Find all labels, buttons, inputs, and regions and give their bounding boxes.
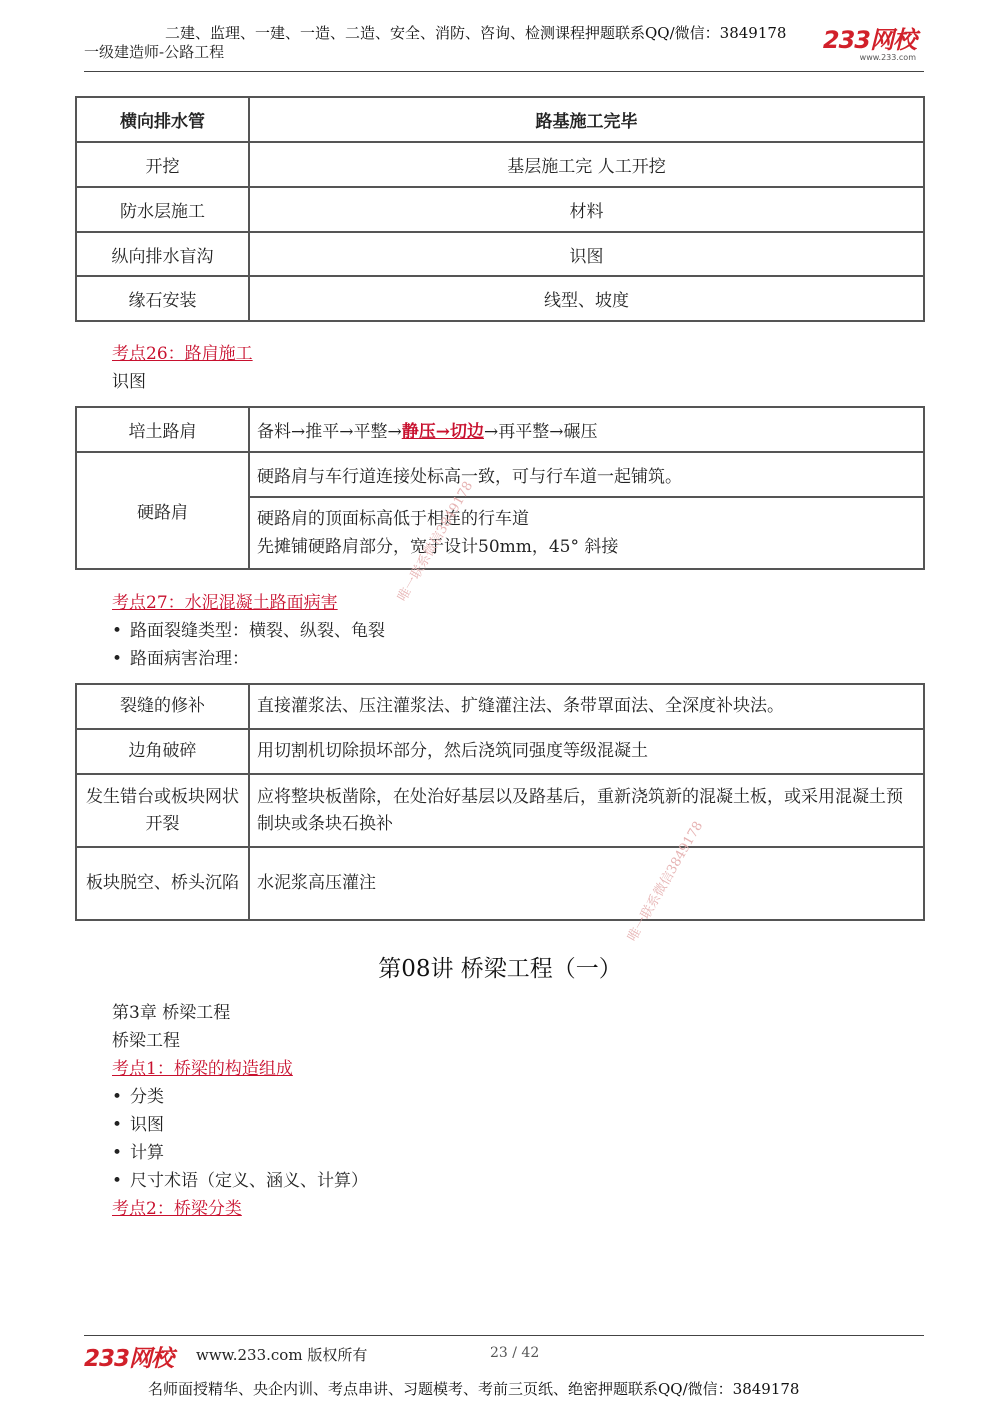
page-number: 23 / 42 — [490, 1345, 540, 1361]
process-text: →再平整→碾压 — [483, 422, 598, 442]
table-cell: 板块脱空、桥头沉陷 — [76, 847, 249, 920]
list-item: • 尺寸术语（定义、涵义、计算） — [112, 1166, 368, 1191]
footer-logo: 233网校 — [84, 1346, 174, 1372]
table-row — [76, 684, 924, 729]
table-row — [76, 407, 924, 452]
brand-logo — [823, 28, 916, 62]
chapter-title: 第3章 桥梁工程 — [112, 1003, 231, 1023]
table-cell: 硬路肩与车行道连接处标高一致，可与行车道一起铺筑。 — [249, 452, 924, 497]
list-item: • 分类 — [112, 1082, 164, 1107]
table-cell: 线型、坡度 — [249, 276, 924, 321]
kp2-heading: 考点2：桥梁分类 — [112, 1199, 242, 1219]
table-cell: 开挖 — [76, 142, 249, 187]
table-cell: 横向排水管 — [76, 97, 249, 142]
table-row — [76, 142, 924, 187]
list-item: • 计算 — [112, 1138, 164, 1163]
table-row — [76, 232, 924, 276]
shoulder-table — [75, 406, 925, 570]
table-cell: 硬路肩 — [76, 452, 249, 569]
logo-url: www.233.com — [859, 53, 916, 62]
table-cell: 边角破碎 — [76, 729, 249, 774]
table-row — [76, 729, 924, 774]
table-cell: 基层施工完 人工开挖 — [249, 142, 924, 187]
footer-divider — [84, 1335, 924, 1336]
table-row — [76, 452, 924, 497]
cell-line: 硬路肩的顶面标高低于相连的行车道 — [257, 509, 529, 529]
drainage-table — [75, 96, 925, 322]
disease-table — [75, 683, 925, 921]
process-text: 备料→推平→平整→ — [257, 422, 402, 442]
table-row — [76, 97, 924, 142]
list-item: • 路面病害治理： — [112, 644, 249, 669]
table-cell: 裂缝的修补 — [76, 684, 249, 729]
table-cell: 缘石安装 — [76, 276, 249, 321]
table-cell: 识图 — [249, 232, 924, 276]
bottom-banner: 名师面授精华、央企内训、考点串讲、习题模考、考前三页纸、绝密押题联系QQ/微信：3849178 — [148, 1380, 800, 1398]
table-row — [76, 774, 924, 847]
table-cell: 纵向排水盲沟 — [76, 232, 249, 276]
table-cell: 路基施工完毕 — [249, 97, 924, 142]
cell-line: 先摊铺硬路肩部分，宽于设计50mm，45° 斜接 — [257, 537, 619, 557]
logo-text: 233网校 — [822, 26, 916, 54]
table-cell: 防水层施工 — [76, 187, 249, 232]
table-cell — [249, 407, 924, 452]
table-cell: 直接灌浆法、压注灌浆法、扩缝灌注法、条带罩面法、全深度补块法。 — [249, 684, 924, 729]
section-title: 桥梁工程 — [112, 1031, 180, 1051]
list-item: • 路面裂缝类型：横裂、纵裂、龟裂 — [112, 616, 385, 641]
table-cell: 发生错台或板块网状开裂 — [76, 774, 249, 847]
top-banner: 二建、监理、一建、一造、二造、安全、消防、咨询、检测课程押题联系QQ/微信：3849178 — [165, 24, 787, 42]
kp27-heading: 考点27：水泥混凝土路面病害 — [112, 593, 338, 613]
table-row — [76, 847, 924, 920]
table-cell: 水泥浆高压灌注 — [249, 847, 924, 920]
table-cell: 应将整块板凿除，在处治好基层以及路基后，重新浇筑新的混凝土板，或采用混凝土预制块或条块石换补 — [249, 774, 924, 847]
watermark-text: 唯一联系微信3849178 — [395, 479, 477, 605]
table-cell: 培土路肩 — [76, 407, 249, 452]
table-row — [76, 187, 924, 232]
lecture-title: 第08讲 桥梁工程（一） — [378, 956, 622, 982]
document-subtitle: 一级建造师-公路工程 — [84, 43, 225, 61]
table-cell — [249, 497, 924, 569]
table-row — [76, 276, 924, 321]
process-highlight: 静压→切边 — [401, 422, 484, 442]
kp26-note: 识图 — [112, 372, 146, 392]
kp26-heading: 考点26：路肩施工 — [112, 344, 253, 364]
table-cell: 材料 — [249, 187, 924, 232]
header-divider — [84, 71, 924, 72]
list-item: • 识图 — [112, 1110, 164, 1135]
footer-copyright: www.233.com 版权所有 — [196, 1346, 368, 1364]
table-cell: 用切割机切除损坏部分，然后浇筑同强度等级混凝土 — [249, 729, 924, 774]
kp1-heading: 考点1：桥梁的构造组成 — [112, 1059, 293, 1079]
watermark-text: 唯一联系微信3849178 — [625, 819, 707, 945]
